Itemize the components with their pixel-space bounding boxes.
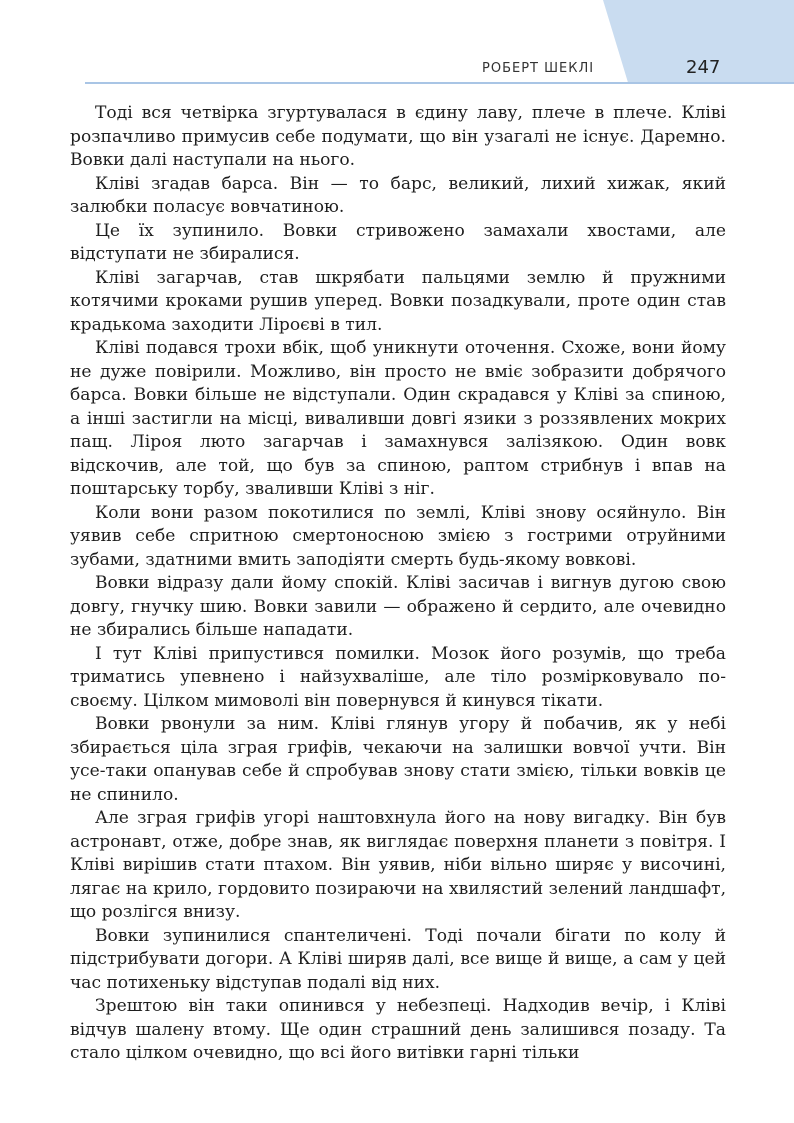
paragraph: Вовки відразу дали йому спокій. Кліві засичав і вигнув дугою свою довгу, гнучку шию. Вовки завили — ображено й сердито, але очевидно не збирались більше нападати. [70,573,726,640]
paragraph: Але зграя грифів угорі наштовхнула його на нову вигадку. Він був астронавт, отже, добре знав, як виглядає поверхня планети з повітря. І Кліві вирішив стати птахом. Він уявив, ніби вільно ширяє у височині, лягає на крило, гордовито позираючи на хвилястий зелений ландшафт, що розлігся внизу. [70,808,726,922]
header-rule [85,82,794,84]
paragraph: Кліві подався трохи вбік, щоб уникнути оточення. Схоже, вони йому не дуже повірили. Можливо, він просто не вміє зобразити добрячого барса. Вовки більше не відступали. Один скрадався у Кліві за спиною, а інші застигли на місці, виваливши довгі язики з роззявлених мокрих пащ. Ліроя люто загарчав і замахнувся залізякою. Один вовк відскочив, але той, що був за спиною, раптом стрибнув і впав на поштарську торбу, зваливши Кліві з ніг. [70,338,726,499]
paragraph: Це їх зупинило. Вовки стривожено замахали хвостами, але відступати не збиралися. [70,220,726,264]
paragraph: Кліві загарчав, став шкрябати пальцями землю й пружними котячими кроками рушив уперед. Вовки позадкували, проте один став крадькома заходити Ліроєві в тил. [70,267,726,335]
paragraph: Кліві згадав барса. Він — то барс, великий, лихий хижак, який залюбки поласує вовчатиною. [70,173,726,217]
paragraph: Коли вони разом покотилися по землі, Кліві знову осяйнуло. Він уявив себе спритною смертоносною змією з гострими отруйними зубами, здатними вмить заподіяти смерть будь-якому вовкові. [70,502,726,570]
paragraph: Вовки рвонули за ним. Кліві глянув угору й побачив, як у небі збирається ціла зграя грифів, чекаючи на залишки вовчої учти. Він усе-таки опанував себе й спробував знову стати змією, тільки вовків це не спинило. [70,714,726,805]
running-head: РОБЕРТ ШЕКЛІ [482,61,595,76]
text-body [70,102,726,1066]
paragraph: Тоді вся четвірка згуртувалася в єдину лаву, плече в плече. Кліві розпачливо примусив себе подумати, що він узагалі не існує. Даремно. Вовки далі наступали на нього. [70,103,726,170]
paragraph: І тут Кліві припустився помилки. Мозок його розумів, що треба триматись упевнено і найзухваліше, але тіло розмірковувало по-своєму. Цілком мимоволі він повернувся й кинувся тікати. [70,643,726,711]
paragraph: Вовки зупинилися спантеличені. Тоді почали бігати по колу й підстрибувати догори. А Кліві ширяв далі, все вище й вище, а сам у цей час потихеньку відступав подалі від них. [70,925,726,993]
paragraph: Зрештою він таки опинився у небезпеці. Надходив вечір, і Кліві відчув шалену втому. Ще один страшний день залишився позаду. Та стало цілком очевидно, що всі його витівки гарні тільки [70,996,726,1063]
page-number: 247 [686,57,721,78]
